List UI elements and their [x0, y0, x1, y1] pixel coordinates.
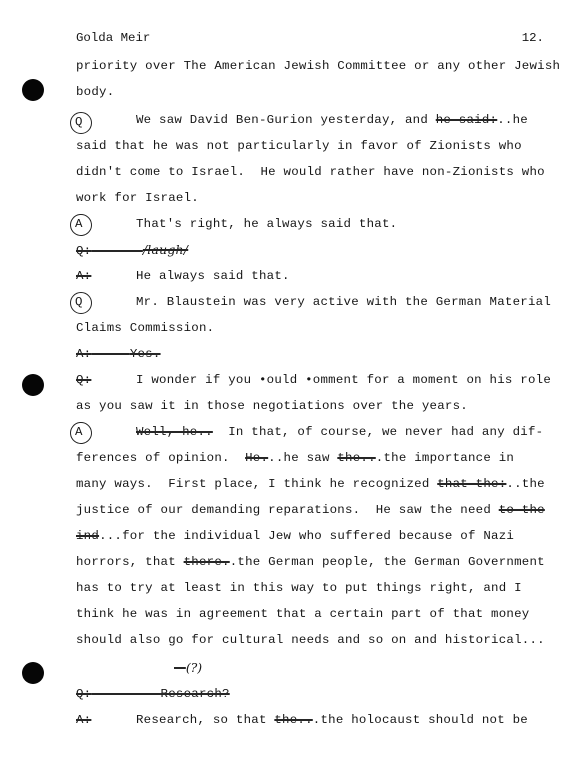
text-line: has to try at least in this way to put things right, and I — [76, 581, 522, 595]
struck-text: Research? — [160, 687, 230, 701]
struck-text: Yes. — [129, 347, 161, 361]
binder-hole — [22, 374, 44, 396]
text-line: He always said that. — [136, 269, 290, 283]
struck-text: the.. — [337, 451, 376, 465]
text-line: We saw David Ben-Gurion yesterday, and he said:..he — [136, 113, 528, 127]
struck-text: Q: — [76, 687, 92, 701]
text-line — [76, 373, 91, 387]
text-line: I wonder if you •ould •omment for a moment on his role — [136, 373, 552, 387]
struck-annotation: /laugh/ — [142, 242, 189, 257]
text-line: Research, so that the...the holocaust should not be — [136, 713, 528, 727]
text-line — [76, 347, 161, 361]
text-line: horrors, that there..the German people, the German Government — [76, 555, 545, 569]
header-interviewee-name: Golda Meir — [76, 31, 151, 45]
text-line — [76, 687, 230, 701]
text-line: said that he was not particularly in favor of Zionists who — [76, 139, 522, 153]
speaker-label-a: A — [75, 217, 83, 231]
struck-text: to the — [498, 503, 545, 517]
struck-text: He. — [245, 451, 269, 465]
text-line: didn't come to Israel. He would rather have non-Zionists who — [76, 165, 545, 179]
struck-text: A: — [76, 269, 92, 283]
text-line: ind...for the individual Jew who suffered because of Nazi — [76, 529, 515, 543]
text-line: justice of our demanding reparations. He saw the need to the — [76, 503, 545, 517]
text-line: as you saw it in those negotiations over the years. — [76, 399, 468, 413]
page-number: 12. — [521, 31, 544, 45]
binder-hole — [22, 662, 44, 684]
struck-text: A: — [76, 347, 92, 361]
struck-text: that the: — [437, 477, 507, 491]
text-line: That's right, he always said that. — [136, 217, 398, 231]
text-line: priority over The American Jewish Committee or any other Jewish — [76, 59, 561, 73]
text-line — [76, 713, 91, 727]
binder-hole — [22, 79, 44, 101]
struck-text: A: — [76, 713, 92, 727]
text-line: ferences of opinion. He...he saw the...the importance in — [76, 451, 515, 465]
handwritten-annotation: (?) — [185, 660, 203, 675]
text-line: think he was in agreement that a certain part of that money — [76, 607, 530, 621]
text-line: many ways. First place, I think he recognized that the:..the — [76, 477, 545, 491]
text-line — [76, 269, 91, 283]
struck-text: Well, he.. — [136, 425, 213, 439]
text-line: Mr. Blaustein was very active with the German Material — [136, 295, 552, 309]
struck-text: he said: — [435, 113, 498, 127]
text-line: should also go for cultural needs and so on and historical... — [76, 633, 545, 647]
text-line: body. — [76, 85, 115, 99]
struck-text: Q: — [76, 373, 92, 387]
speaker-label-q: Q — [75, 115, 83, 129]
text-line — [76, 243, 188, 258]
text-line: Well, he.. In that, of course, we never had any dif- — [136, 425, 544, 439]
speaker-label-a: A — [75, 425, 83, 439]
struck-text: Q: — [76, 244, 92, 258]
struck-text: ind — [76, 529, 100, 543]
struck-text: the.. — [274, 713, 313, 727]
speaker-label-q: Q — [75, 295, 83, 309]
text-line: Claims Commission. — [76, 321, 215, 335]
struck-text: there. — [183, 555, 230, 569]
text-line: work for Israel. — [76, 191, 199, 205]
